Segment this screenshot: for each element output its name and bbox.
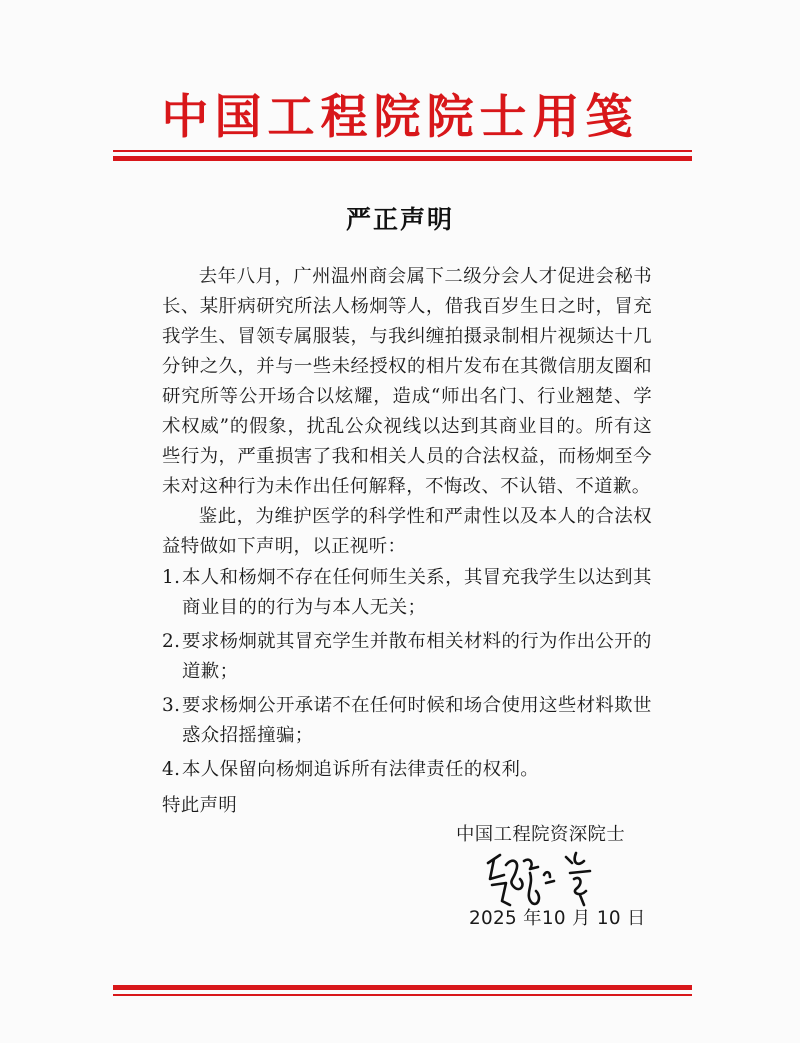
list-item-text: 要求杨炯就其冒充学生并散布相关材料的行为作出公开的道歉；	[182, 631, 652, 682]
body-paragraph: 去年八月，广州温州商会属下二级分会人才促进会秘书长、某肝病研究所法人杨炯等人，借我百岁生日之时，冒充我学生、冒领专属服装，与我纠缠拍摄录制相片视频达十几分钟之久，并与一些未经授权的相片发布在其微信朋友圈和研究所等公开场合以炫耀，造成“师出名门、行业翘楚、学术权威”的假象，扰乱公众视线以达到其商业目的。所有这些行为，严重损害了我和相关人员的合法权益，而杨炯至今未对这种行为未作出任何解释，不悔改、不认错、不道歉。	[162, 266, 652, 497]
letterhead-title: 中国工程院院士用笺	[161, 90, 639, 145]
list-item-number: 4.	[162, 759, 181, 780]
footer-rule-thin	[113, 994, 692, 996]
list-item-number: 1.	[162, 567, 181, 588]
list-item-number: 3.	[162, 695, 181, 716]
document-title: 严正声明	[345, 205, 454, 234]
footer-rule-thick	[113, 985, 692, 990]
list-item-text: 本人和杨炯不存在任何师生关系，其冒充我学生以达到其商业目的的行为与本人无关；	[182, 567, 652, 618]
list-item	[162, 563, 654, 623]
letterhead-rule-thick-top	[113, 156, 692, 161]
letterhead-rule-thin-top	[113, 150, 692, 152]
closing-text: 特此声明	[162, 795, 238, 816]
body-paragraph: 鉴此，为维护医学的科学性和严肃性以及本人的合法权益特做如下声明，以正视听：	[162, 506, 652, 557]
list-item-number: 2.	[162, 631, 181, 652]
list-item-text: 要求杨炯公开承诺不在任何时候和场合使用这些材料欺世惑众招摇撞骗；	[182, 695, 652, 746]
list-item	[162, 627, 654, 687]
list-item	[162, 691, 654, 751]
signer-title: 中国工程院资深院士	[456, 824, 626, 845]
statement-list	[162, 563, 654, 789]
list-item	[162, 755, 654, 785]
document-body	[162, 262, 652, 562]
signature-date: 2025 年10 月 10 日	[469, 908, 646, 929]
list-item-text: 本人保留向杨炯追诉所有法律责任的权利。	[182, 759, 540, 780]
